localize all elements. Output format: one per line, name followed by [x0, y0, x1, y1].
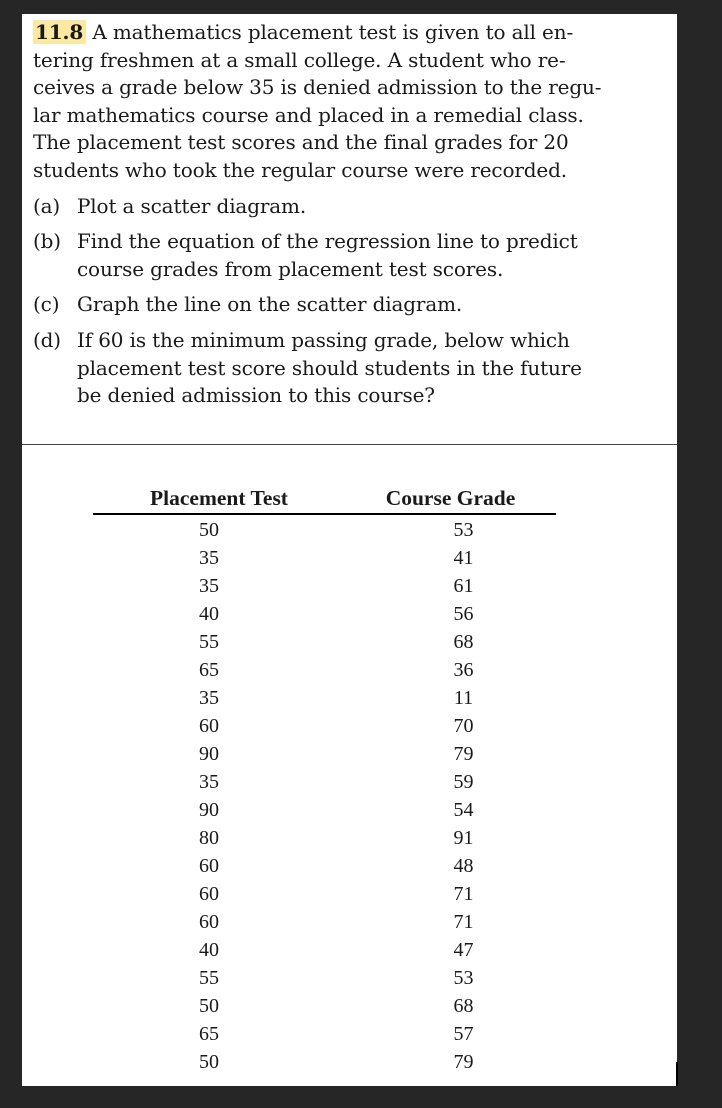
part-text: be denied admission to this course? — [77, 383, 435, 408]
problem-number: 11.8 — [33, 20, 86, 44]
part-label: (c) — [33, 292, 60, 317]
placement-score: 35 — [199, 687, 219, 709]
course-grade: 41 — [453, 547, 474, 569]
problem-line: lar mathematics course and placed in a remedial class. — [33, 102, 584, 127]
header-rule — [93, 513, 556, 515]
course-grade: 71 — [453, 911, 474, 933]
data-table — [93, 483, 556, 1076]
course-grade: 56 — [453, 603, 474, 625]
table-row — [93, 544, 556, 572]
course-grade: 68 — [453, 631, 474, 653]
placement-score: 90 — [199, 799, 219, 821]
table-row — [93, 796, 556, 824]
problem-line: students who took the regular course were recorded. — [33, 157, 567, 182]
problem-line: tering freshmen at a small college. A student who re- — [33, 47, 566, 72]
table-body — [93, 516, 556, 1076]
placement-score: 80 — [199, 827, 219, 849]
table-row — [93, 656, 556, 684]
problem-statement — [33, 19, 673, 410]
part-b — [33, 228, 673, 283]
part-label: (a) — [33, 193, 61, 218]
course-grade: 54 — [453, 799, 474, 821]
part-text: If 60 is the minimum passing grade, below which — [77, 327, 570, 352]
problem-card — [22, 14, 677, 444]
table-row — [93, 572, 556, 600]
problem-line: 11.8 A mathematics placement test is given to all en- — [35, 20, 574, 44]
part-text: Graph the line on the scatter diagram. — [77, 292, 463, 317]
part-c — [33, 291, 673, 319]
part-label: (b) — [33, 229, 61, 254]
part-text: course grades from placement test scores. — [77, 256, 504, 281]
table-row — [93, 768, 556, 796]
placement-score: 35 — [199, 771, 219, 793]
table-row — [93, 852, 556, 880]
course-grade: 79 — [453, 1051, 474, 1073]
part-label: (d) — [33, 327, 61, 352]
part-text: placement test score should students in the future — [77, 355, 582, 380]
course-grade: 71 — [453, 883, 474, 905]
placement-score: 60 — [199, 855, 219, 877]
problem-line: The placement test scores and the final grades for 20 — [33, 130, 569, 155]
course-grade: 59 — [453, 771, 474, 793]
course-grade: 57 — [453, 1023, 474, 1045]
table-row — [93, 600, 556, 628]
table-row — [93, 908, 556, 936]
table-row — [93, 1020, 556, 1048]
table-row — [93, 1048, 556, 1076]
course-grade: 79 — [453, 743, 474, 765]
part-a — [33, 193, 673, 221]
placement-score: 35 — [199, 547, 219, 569]
header-placement-test: Placement Test — [150, 486, 288, 510]
placement-score: 60 — [199, 883, 219, 905]
table-row — [93, 516, 556, 544]
course-grade: 61 — [453, 575, 474, 597]
part-d — [33, 327, 673, 410]
placement-score: 55 — [199, 631, 219, 653]
table-header — [93, 483, 556, 513]
edge-mark — [676, 1062, 678, 1086]
table-row — [93, 824, 556, 852]
placement-score: 35 — [199, 575, 219, 597]
part-text: Find the equation of the regression line to predict — [77, 229, 578, 254]
table-row — [93, 740, 556, 768]
placement-score: 40 — [199, 939, 219, 961]
placement-score: 65 — [199, 659, 219, 681]
placement-score: 60 — [199, 715, 219, 737]
placement-score: 50 — [199, 1051, 219, 1073]
table-row — [93, 628, 556, 656]
part-text: Plot a scatter diagram. — [77, 193, 307, 218]
placement-score: 60 — [199, 911, 219, 933]
course-grade: 53 — [453, 519, 474, 541]
table-row — [93, 992, 556, 1020]
course-grade: 70 — [453, 715, 474, 737]
placement-score: 90 — [199, 743, 219, 765]
problem-line: ceives a grade below 35 is denied admission to the regu- — [33, 75, 602, 100]
header-course-grade: Course Grade — [385, 486, 516, 510]
table-row — [93, 880, 556, 908]
table-row — [93, 684, 556, 712]
placement-score: 65 — [199, 1023, 219, 1045]
course-grade: 36 — [453, 659, 474, 681]
placement-score: 55 — [199, 967, 219, 989]
placement-score: 50 — [199, 519, 219, 541]
table-row — [93, 712, 556, 740]
course-grade: 48 — [453, 855, 474, 877]
table-row — [93, 964, 556, 992]
course-grade: 91 — [453, 827, 474, 849]
table-row — [93, 936, 556, 964]
course-grade: 53 — [453, 967, 474, 989]
placement-score: 40 — [199, 603, 219, 625]
course-grade: 68 — [453, 995, 474, 1017]
course-grade: 47 — [453, 939, 474, 961]
placement-score: 50 — [199, 995, 219, 1017]
course-grade: 11 — [453, 687, 474, 709]
